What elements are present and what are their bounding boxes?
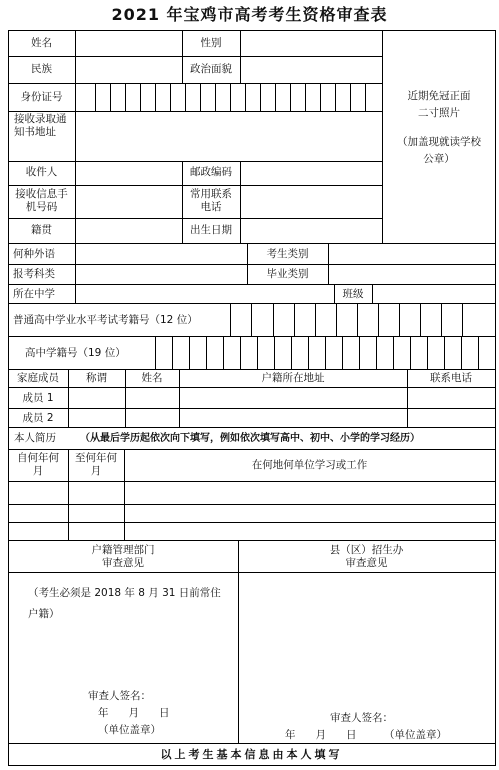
- family-col-relation: 称谓: [86, 372, 107, 384]
- photo-line-2: 二寸照片: [418, 107, 460, 119]
- review-date-2: 年 月 日: [285, 729, 357, 741]
- label-gender: 性别: [200, 37, 222, 49]
- label-ethnicity: 民族: [31, 63, 52, 75]
- review-county-opinion: 审查意见: [345, 557, 388, 569]
- review-seal: （单位盖章）: [98, 724, 161, 736]
- form-title: 2021 年宝鸡市高考考生资格审查表: [111, 5, 388, 24]
- label-postal-code: 邮政编码: [190, 166, 232, 178]
- label-notice-address: 接收录取通知书地址: [14, 113, 67, 138]
- resume-label: 本人简历: [14, 432, 56, 444]
- photo-area[interactable]: [383, 90, 495, 166]
- review-signer: 审查人签名：: [88, 690, 151, 702]
- review-household-opinion: 审查意见: [102, 557, 144, 569]
- photo-line-4: 公章）: [423, 153, 455, 165]
- label-political-status: 政治面貌: [190, 63, 232, 75]
- family-col-address: 户籍所在地址: [261, 372, 325, 384]
- label-common-phone: 常用联系电话: [190, 188, 232, 213]
- label-academic-test-no: 普通高中学业水平考试考籍号（12 位）: [13, 314, 198, 326]
- label-candidate-type: 考生类别: [266, 248, 309, 260]
- review-household-dept: 户籍管理部门: [91, 544, 155, 556]
- form-footer: 以上考生基本信息由本人填写: [160, 748, 343, 761]
- label-exam-subject: 报考科类: [13, 268, 55, 280]
- label-birth-date: 出生日期: [190, 224, 232, 236]
- label-foreign-language: 何种外语: [13, 248, 55, 260]
- review-note: （考生必须是 2018 年 8 月 31 日前常住户籍）: [28, 587, 221, 620]
- label-class: 班级: [342, 288, 364, 300]
- resume-col-to: 至何年何月: [75, 452, 117, 477]
- review-county-office: 县（区）招生办: [329, 544, 404, 556]
- resume-col-place: 在何地何单位学习或工作: [251, 459, 368, 471]
- family-col-phone: 联系电话: [430, 372, 472, 384]
- label-name: 姓名: [31, 37, 52, 49]
- photo-line-3: （加盖现就读学校: [397, 136, 481, 148]
- review-date: 年 月 日: [98, 707, 170, 719]
- resume-instruction: （从最后学历起依次向下填写，例如依次填写高中、初中、小学的学习经历）: [80, 433, 420, 444]
- family-header: 家庭成员: [17, 372, 59, 384]
- label-id-number: 身份证号: [20, 91, 63, 103]
- family-member-2: 成员 2: [22, 412, 54, 424]
- family-member-1: 成员 1: [22, 392, 54, 404]
- label-recipient: 收件人: [25, 166, 58, 178]
- family-col-name: 姓名: [141, 372, 163, 384]
- label-high-school: 所在中学: [13, 288, 55, 300]
- review-seal-2: （单位盖章）: [384, 729, 447, 741]
- label-student-no: 高中学籍号（19 位）: [25, 347, 126, 359]
- label-phone-receive: 接收信息手机号码: [15, 188, 68, 213]
- review-signer-2: 审查人签名：: [330, 712, 393, 724]
- label-graduate-type: 毕业类别: [266, 268, 309, 280]
- label-native-place: 籍贯: [31, 224, 52, 236]
- photo-line-1: 近期免冠正面: [407, 90, 471, 102]
- resume-col-from: 自何年何月: [17, 452, 59, 477]
